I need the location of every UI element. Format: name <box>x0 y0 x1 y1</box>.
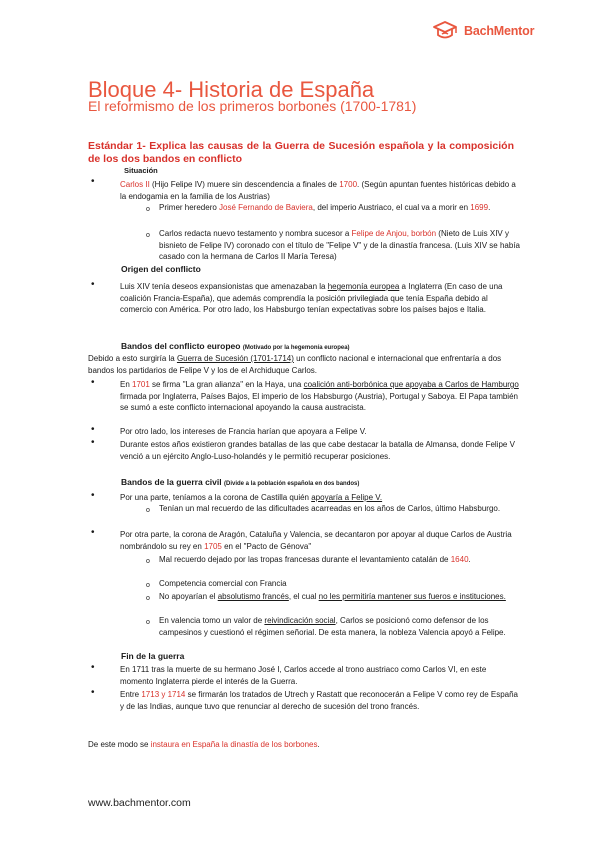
paragraph: En valencia tomo un valor de reivindicación social, Carlos se posicionó como defensor de los campesinos y cuestionó el régimen señorial. De esta manera, la nobleza Valencia apoyó a Felipe. <box>159 616 506 637</box>
sub-bullet: o <box>146 206 150 213</box>
paragraph: Por una parte, teníamos a la corona de Castilla quién apoyaría a Felipe V. <box>120 493 383 502</box>
paragraph: En 1711 tras la muerte de su hermano José I, Carlos accede al trono austriaco como Carlos VI, en este momento Inglaterra pierde el interés de la Guerra. <box>120 665 487 686</box>
paragraph: Mal recuerdo dejado por las tropas francesas durante el levantamiento catalán de 1640. <box>159 555 471 564</box>
paragraph: Durante estos años existieron grandes batallas de las que cabe destacar la batalla de Almansa, donde Felipe V venció a un ejército Anglo-Luso-holandés y le permitió recuperar posiciones. <box>120 440 515 461</box>
section-heading-situacion: Situación <box>124 166 158 175</box>
sub-bullet: o <box>146 558 150 565</box>
paragraph: En 1701 se firma "La gran alianza" en la Haya, una coalición anti-borbónica que apoyaba a Carlos de Hamburgo firmada por Inglaterra, Países Bajos, El imperio de los Habsburgo (Austria), Portugal y Saboya. El Papa también se sumó a este conflicto internacional apoyando la causa austracista. <box>120 380 519 412</box>
paragraph: Luis XIV tenía deseos expansionistas que amenazaban la hegemonía europea a Inglaterra (En caso de una coalición Francia-España), que además comprendía la posición privilegiada que tenía España debido al comercio con América. Por otro lado, los Habsburgo tenían expectativas sobre los países bajos e Italia. <box>120 282 503 314</box>
bullet: • <box>91 437 95 448</box>
paragraph: Debido a esto surgiría la Guerra de Sucesión (1701-1714) un conflicto nacional e internacional que enfrentaría a dos bandos los partidarios de Felipe V y los de el Archiduque Carlos. <box>88 354 502 375</box>
paragraph: Carlos II (Hijo Felipe IV) muere sin descendencia a finales de 1700. (Según apuntan fuentes históricas debido a la endogamia en la familia de los Austrias) <box>120 180 516 201</box>
sub-bullet: o <box>146 582 150 589</box>
sub-bullet: o <box>146 595 150 602</box>
sub-bullet: o <box>146 619 150 626</box>
paragraph: Competencia comercial con Francia <box>159 579 287 588</box>
paragraph: De este modo se instaura en España la dinastía de los borbones. <box>88 740 320 749</box>
bullet: • <box>91 687 95 698</box>
bullet: • <box>91 527 95 538</box>
brand-name: BachMentor <box>464 24 535 38</box>
section-heading-bandos-civil: Bandos de la guerra civil (Divide a la población española en dos bandos) <box>121 477 360 487</box>
paragraph: Primer heredero José Fernando de Baviera, del imperio Austriaco, el cual va a morir en 1699. <box>159 203 491 212</box>
sub-bullet: o <box>146 232 150 239</box>
standard-heading: Estándar 1- Explica las causas de la Guerra de Sucesión española y la composición de los dos bandos en conflicto <box>88 140 514 165</box>
section-heading-fin: Fin de la guerra <box>121 651 185 661</box>
bullet: • <box>91 662 95 673</box>
bullet: • <box>91 424 95 435</box>
bullet: • <box>91 176 95 187</box>
page-title: Bloque 4- Historia de España <box>88 77 375 102</box>
paragraph: No apoyarían el absolutismo francés, el cual no les permitiría mantener sus fueros e instituciones. <box>159 592 506 601</box>
sub-bullet: o <box>146 507 150 514</box>
paragraph: Entre 1713 y 1714 se firmarán los tratados de Utrech y Rastatt que reconocerán a Felipe V como rey de España y de las Indias, aunque tuvo que renunciar al derecho de sucesión del trono francés. <box>120 690 519 711</box>
page-subtitle: El reformismo de los primeros borbones (1700-1781) <box>88 98 417 114</box>
bullet: • <box>91 490 95 501</box>
section-heading-origen: Origen del conflicto <box>121 264 201 274</box>
bullet: • <box>91 279 95 290</box>
paragraph: Por otro lado, los intereses de Francia harían que apoyara a Felipe V. <box>120 427 367 436</box>
paragraph: Tenían un mal recuerdo de las dificultades acarreadas en los años de Carlos, último Habsburgo. <box>159 504 501 513</box>
section-heading-bandos-europeo: Bandos del conflicto europeo (Motivado por la hegemonía europea) <box>121 341 350 351</box>
paragraph: Carlos redacta nuevo testamento y nombra sucesor a Felipe de Anjou, borbón (Nieto de Luis XIV y bisnieto de Felipe IV) coronado con el título de "Felipe V" y de la dinastía francesa. (Luis XIV se había casado con la hermana de Carlos II María Teresa) <box>159 229 520 261</box>
footer-url[interactable]: www.bachmentor.com <box>88 797 191 809</box>
paragraph: Por otra parte, la corona de Aragón, Cataluña y Valencia, se decantaron por apoyar al duque Carlos de Austria nombrándolo su rey en 1705 en el "Pacto de Génova" <box>120 530 512 551</box>
bullet: • <box>91 377 95 388</box>
